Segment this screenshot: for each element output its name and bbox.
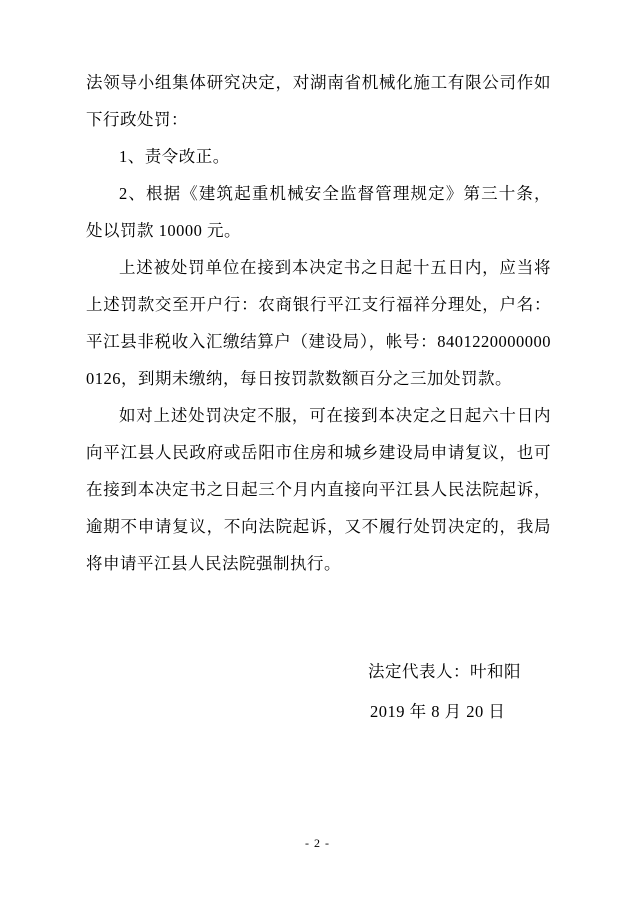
signature-block (368, 652, 551, 732)
paragraph-continuation: 法领导小组集体研究决定，对湖南省机械化施工有限公司作如下行政处罚： (86, 73, 551, 129)
page-number: - 2 - (305, 836, 330, 850)
legal-representative-line: 法定代表人：叶和阳 (368, 662, 521, 681)
paragraph-penalty-item-1: 1、责令改正。 (119, 147, 230, 166)
signature-date: 2019 年 8 月 20 日 (370, 702, 506, 721)
paragraph-appeal-rights: 如对上述处罚决定不服，可在接到本决定之日起六十日内向平江县人民政府或岳阳市住房和城乡建设局申请复议，也可在接到本决定书之日起三个月内直接向平江县人民法院起诉，逾期不申请复议，不向法院起诉，又不履行处罚决定的，我局将申请平江县人民法院强制执行。 (86, 406, 551, 573)
paragraph-penalty-item-2: 2、根据《建筑起重机械安全监督管理规定》第三十条，处以罚款 10000 元。 (86, 184, 551, 240)
paragraph-payment-instructions: 上述被处罚单位在接到本决定书之日起十五日内，应当将上述罚款交至开户行：农商银行平江支行福祥分理处，户名：平江县非税收入汇缴结算户（建设局），帐号：84012200000000126，到期未缴纳，每日按罚款数额百分之三加处罚款。 (86, 258, 551, 388)
